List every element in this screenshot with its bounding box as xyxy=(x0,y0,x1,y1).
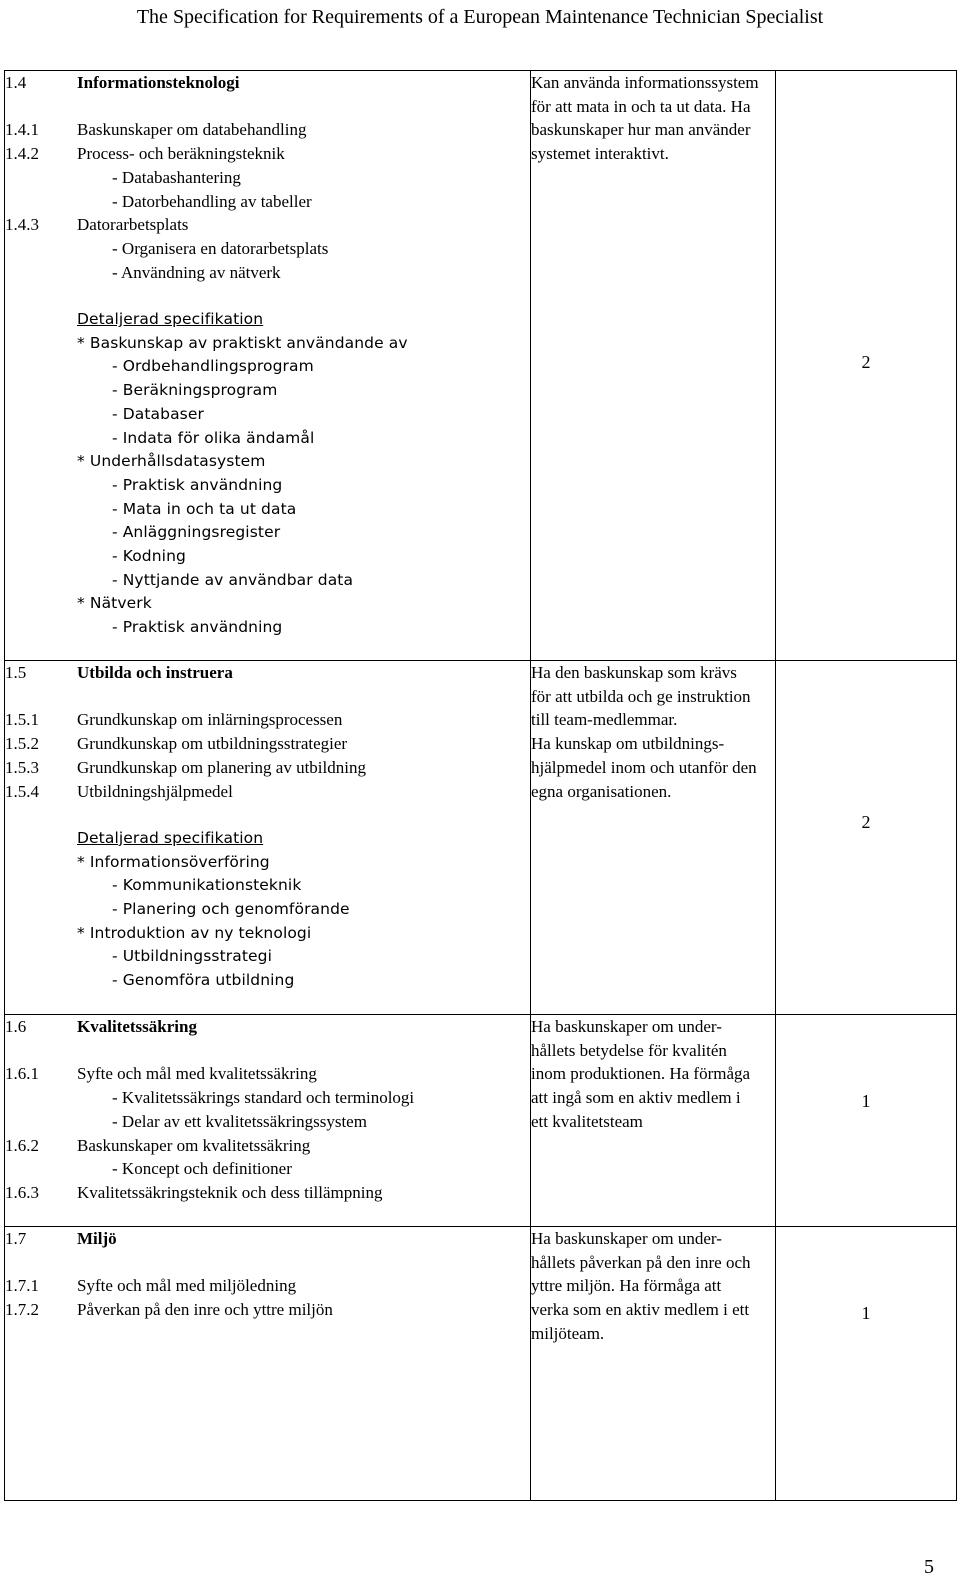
description-line: för att utbilda och ge instruktion xyxy=(531,686,751,706)
spec-row xyxy=(5,71,957,661)
description-line: yttre miljön. Ha förmåga att xyxy=(531,1276,722,1296)
item-text xyxy=(77,284,530,308)
item-number: 1.5.3 xyxy=(5,757,39,777)
item-text: Baskunskaper om databehandling xyxy=(77,120,307,140)
spec-level-cell xyxy=(776,1015,957,1227)
item-text: Grundkunskap om planering av utbildning xyxy=(77,757,366,777)
text-line xyxy=(5,427,530,451)
item-number: 1.7.2 xyxy=(5,1300,39,1320)
item-text: Grundkunskap om utbildningsstrategier xyxy=(77,734,348,754)
item-number xyxy=(5,521,77,545)
text-line xyxy=(5,166,530,190)
item-number xyxy=(5,1251,77,1275)
item-text: Utbilda och instruera xyxy=(77,663,233,682)
spec-content-cell xyxy=(5,1227,531,1501)
item-text xyxy=(77,1039,530,1063)
level-value: 2 xyxy=(861,812,871,832)
item-text: - Koncept och definitioner xyxy=(112,1159,292,1179)
item-text: Process- och beräkningsteknik xyxy=(77,144,285,164)
text-line xyxy=(5,545,530,569)
item-number xyxy=(5,1157,77,1181)
text-line xyxy=(5,945,530,969)
item-text xyxy=(77,803,530,827)
level-value: 1 xyxy=(861,1303,871,1323)
text-line xyxy=(5,898,530,922)
item-number xyxy=(5,450,77,474)
spec-level-cell xyxy=(776,1227,957,1501)
item-text: - Praktisk användning xyxy=(112,618,283,637)
item-number xyxy=(5,474,77,498)
item-number: 1.5.2 xyxy=(5,734,39,754)
item-text: * Informationsöverföring xyxy=(77,852,270,871)
spec-content-cell xyxy=(5,1015,531,1227)
item-line xyxy=(5,213,530,237)
item-number xyxy=(5,1110,77,1134)
level-value: 2 xyxy=(861,352,871,372)
text-line xyxy=(5,332,530,356)
item-number xyxy=(5,332,77,356)
item-number: 1.4 xyxy=(5,73,27,92)
item-number: 1.7.1 xyxy=(5,1276,39,1296)
item-text: Påverkan på den inre och yttre miljön xyxy=(77,1300,333,1320)
item-number: 1.5.1 xyxy=(5,710,39,730)
item-number xyxy=(5,545,77,569)
description-line: Ha baskunskaper om under- xyxy=(531,1017,722,1036)
item-number xyxy=(5,969,77,993)
item-line xyxy=(5,1298,530,1322)
text-line xyxy=(5,450,530,474)
description-line: egna organisationen. xyxy=(531,781,672,801)
item-line xyxy=(5,71,530,95)
text-line xyxy=(5,827,530,851)
description-line: hållets betydelse för kvalitén xyxy=(531,1040,727,1060)
item-line xyxy=(5,661,530,685)
description-line: ett kvalitetsteam xyxy=(531,1111,643,1131)
description-line: hållets påverkan på den inre och xyxy=(531,1252,751,1272)
text-line xyxy=(5,803,530,827)
item-number xyxy=(5,190,77,214)
level-value: 1 xyxy=(861,1091,871,1111)
item-number xyxy=(5,922,77,946)
text-line xyxy=(5,1110,530,1134)
spec-row xyxy=(5,1227,957,1501)
spec-description-cell xyxy=(531,661,776,1015)
item-text: Informationsteknologi xyxy=(77,73,240,92)
text-line xyxy=(5,1039,530,1063)
item-text xyxy=(77,685,530,709)
item-number xyxy=(5,498,77,522)
item-number xyxy=(5,355,77,379)
item-number xyxy=(5,827,77,851)
item-text: * Introduktion av ny teknologi xyxy=(77,923,312,942)
spec-content-cell xyxy=(5,661,531,1015)
item-number xyxy=(5,898,77,922)
spec-row xyxy=(5,1015,957,1227)
item-text: * Nätverk xyxy=(77,594,152,613)
item-text: - Indata för olika ändamål xyxy=(112,428,315,447)
text-line xyxy=(5,874,530,898)
item-number xyxy=(5,945,77,969)
item-text: Grundkunskap om inlärningsprocessen xyxy=(77,710,343,730)
spec-description-cell xyxy=(531,1227,776,1501)
item-text: * Underhållsdatasystem xyxy=(77,452,266,471)
text-line xyxy=(5,851,530,875)
detail-spec-heading: Detaljerad specifikation xyxy=(77,310,264,328)
item-line xyxy=(5,732,530,756)
item-text: - Genomföra utbildning xyxy=(112,971,295,990)
description-line: verka som en aktiv medlem i ett xyxy=(531,1300,750,1320)
page-number: 5 xyxy=(924,1556,934,1578)
item-text: Syfte och mål med miljöledning xyxy=(77,1276,297,1296)
description-line: inom produktionen. Ha förmåga xyxy=(531,1064,751,1084)
text-line xyxy=(5,616,530,640)
item-text: - Utbildningsstrategi xyxy=(112,947,272,966)
text-line xyxy=(5,261,530,285)
text-line xyxy=(5,284,530,308)
item-number xyxy=(5,851,77,875)
item-number xyxy=(5,569,77,593)
text-line xyxy=(5,403,530,427)
spec-description-cell xyxy=(531,71,776,661)
item-text: - Kommunikationsteknik xyxy=(112,876,302,895)
item-line xyxy=(5,1274,530,1298)
item-text: Datorarbetsplats xyxy=(77,215,189,235)
spec-level-cell xyxy=(776,71,957,661)
item-number: 1.5 xyxy=(5,663,27,682)
item-text: - Delar av ett kvalitetssäkringssystem xyxy=(112,1111,367,1131)
text-line xyxy=(5,592,530,616)
item-line xyxy=(5,756,530,780)
item-number: 1.6.2 xyxy=(5,1135,39,1155)
item-text: - Planering och genomförande xyxy=(112,900,350,918)
item-text: - Mata in och ta ut data xyxy=(112,499,297,518)
spec-level-cell xyxy=(776,661,957,1015)
text-line xyxy=(5,355,530,379)
text-line xyxy=(5,379,530,403)
item-text: - Användning av nätverk xyxy=(112,262,281,282)
spec-table xyxy=(4,70,957,1501)
item-text: Baskunskaper om kvalitetssäkring xyxy=(77,1135,311,1155)
item-text: - Ordbehandlingsprogram xyxy=(112,357,314,376)
item-number xyxy=(5,95,77,119)
item-number: 1.7 xyxy=(5,1229,27,1248)
spec-content-cell xyxy=(5,71,531,661)
text-line xyxy=(5,95,530,119)
item-number xyxy=(5,427,77,451)
item-text: - Praktisk användning xyxy=(112,475,283,494)
item-number: 1.4.1 xyxy=(5,120,39,140)
item-text: - Organisera en datorarbetsplats xyxy=(112,238,329,258)
description-line: Ha den baskunskap som krävs xyxy=(531,663,737,682)
description-line: för att mata in och ta ut data. Ha xyxy=(531,96,751,116)
text-line xyxy=(5,969,530,993)
item-number xyxy=(5,308,77,332)
item-number xyxy=(5,874,77,898)
item-text: Kvalitetssäkringsteknik och dess tillämpning xyxy=(77,1182,383,1202)
item-line xyxy=(5,1062,530,1086)
description-line: Ha kunskap om utbildnings- xyxy=(531,734,725,754)
text-line xyxy=(5,1086,530,1110)
item-line xyxy=(5,142,530,166)
text-line xyxy=(5,1157,530,1181)
item-text: Miljö xyxy=(77,1229,117,1248)
item-number xyxy=(5,685,77,709)
text-line xyxy=(5,685,530,709)
item-number: 1.6 xyxy=(5,1017,27,1036)
item-text: - Databaser xyxy=(112,404,204,423)
description-line: Ha baskunskaper om under- xyxy=(531,1229,722,1248)
item-number xyxy=(5,379,77,403)
item-text: - Beräkningsprogram xyxy=(112,381,278,400)
item-number xyxy=(5,616,77,640)
item-number xyxy=(5,284,77,308)
item-text: - Nyttjande av användbar data xyxy=(112,570,354,589)
spec-description-cell xyxy=(531,1015,776,1227)
item-text: - Kodning xyxy=(112,547,186,566)
item-text xyxy=(77,1251,530,1275)
item-line xyxy=(5,1181,530,1205)
text-line xyxy=(5,922,530,946)
text-line xyxy=(5,521,530,545)
item-line xyxy=(5,1015,530,1039)
item-line xyxy=(5,1227,530,1251)
item-line xyxy=(5,708,530,732)
description-line: till team-medlemmar. xyxy=(531,710,678,730)
text-line xyxy=(5,498,530,522)
item-text: - Anläggningsregister xyxy=(112,523,281,542)
description-line: miljöteam. xyxy=(531,1323,605,1343)
item-line xyxy=(5,118,530,142)
text-line xyxy=(5,308,530,332)
item-number xyxy=(5,803,77,827)
item-text: - Databashantering xyxy=(112,167,241,187)
item-text: Kvalitetssäkring xyxy=(77,1017,197,1036)
item-number xyxy=(5,261,77,285)
item-number: 1.4.3 xyxy=(5,215,39,235)
description-line: hjälpmedel inom och utanför den xyxy=(531,757,757,777)
item-line xyxy=(5,1134,530,1158)
item-text: - Datorbehandling av tabeller xyxy=(112,191,312,211)
item-number xyxy=(5,237,77,261)
item-number: 1.5.4 xyxy=(5,781,39,801)
detail-spec-heading: Detaljerad specifikation xyxy=(77,828,264,847)
description-line: Kan använda informationssystem xyxy=(531,73,759,92)
spec-row xyxy=(5,661,957,1015)
description-line: systemet interaktivt. xyxy=(531,144,669,164)
item-number xyxy=(5,1039,77,1063)
item-number xyxy=(5,592,77,616)
item-number xyxy=(5,166,77,190)
item-text: Syfte och mål med kvalitetssäkring xyxy=(77,1064,317,1084)
text-line xyxy=(5,569,530,593)
description-line: att ingå som en aktiv medlem i xyxy=(531,1088,741,1108)
item-number: 1.4.2 xyxy=(5,144,39,164)
text-line xyxy=(5,190,530,214)
item-number xyxy=(5,403,77,427)
item-text xyxy=(77,95,530,119)
description-line: baskunskaper hur man använder xyxy=(531,120,751,140)
text-line xyxy=(5,237,530,261)
page-header: The Specification for Requirements of a European Maintenance Technician Specialist xyxy=(136,6,824,28)
item-text: Utbildningshjälpmedel xyxy=(77,781,233,801)
item-text: * Baskunskap av praktiskt användande av xyxy=(77,333,408,352)
text-line xyxy=(5,474,530,498)
item-line xyxy=(5,780,530,804)
item-number: 1.6.3 xyxy=(5,1182,39,1202)
item-number: 1.6.1 xyxy=(5,1064,39,1084)
text-line xyxy=(5,1251,530,1275)
item-text: - Kvalitetssäkrings standard och terminologi xyxy=(112,1088,415,1108)
item-number xyxy=(5,1086,77,1110)
